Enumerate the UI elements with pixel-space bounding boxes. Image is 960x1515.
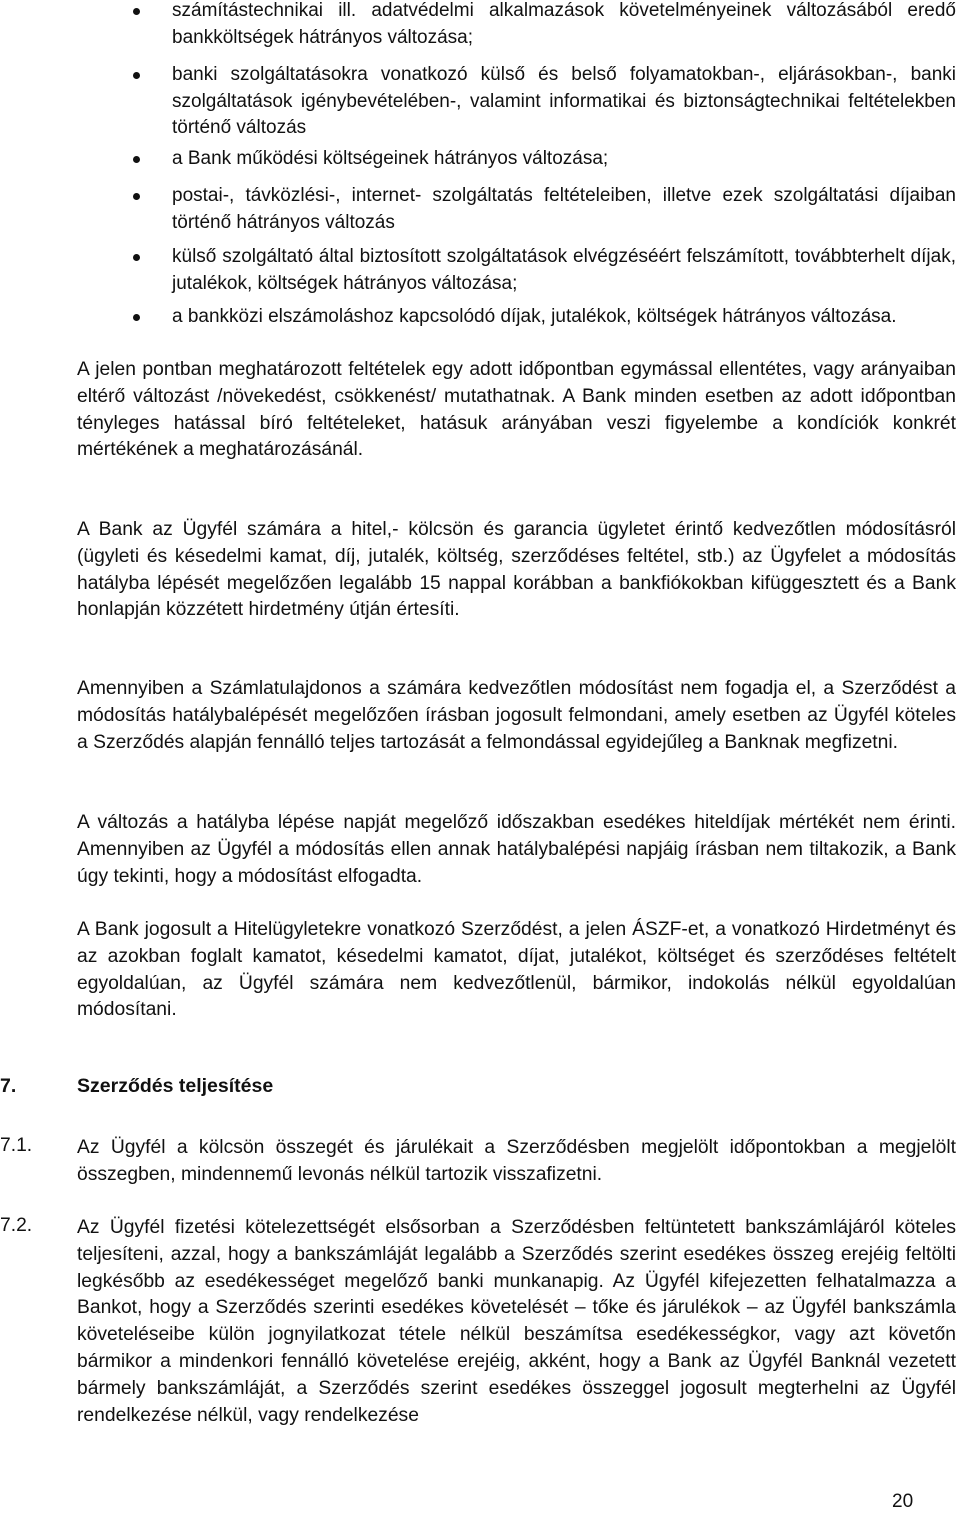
bullet-item bbox=[172, 146, 956, 173]
bullet-text: számítástechnikai ill. adatvédelmi alkalmazások követelményeinek változásából eredő bankköltségek hátrányos változása; bbox=[172, 0, 956, 48]
bullet-item bbox=[172, 0, 956, 51]
bullet-text: postai-, távközlési-, internet- szolgáltatás feltételeiben, illetve ezek szolgáltatási díjaiban történő hátrányos változás bbox=[172, 185, 956, 233]
page-number: 20 bbox=[892, 1491, 914, 1512]
bullet-item bbox=[172, 304, 956, 331]
bullet-text: a bankközi elszámoláshoz kapcsolódó díjak, jutalékok, költségek hátrányos változása. bbox=[172, 306, 897, 327]
clause-text: Az Ügyfél a kölcsön összegét és járulékait a Szerződésben megjelölt időpontokban a megjelölt összegben, mindennemű levonás nélkül tartozik visszafizetni. bbox=[77, 1137, 956, 1185]
paragraph: A Bank az Ügyfél számára a hitel,- kölcsön és garancia ügyletet érintő kedvezőtlen módosításról (ügyleti és késedelmi kamat, díj, jutalék, költség, szerződéses feltétel, stb.) az Ügyfelet a módosítás hatályba lépését megelőzően legalább 15 nappal korábban a bankfiókokban kifüggesztett és a Bank honlapján közzétett hirdetmény útján értesíti. bbox=[77, 519, 956, 621]
bullet-icon bbox=[133, 314, 140, 321]
bullet-item bbox=[172, 244, 956, 297]
bullet-text: a Bank működési költségeinek hátrányos változása; bbox=[172, 148, 609, 169]
paragraph: A Bank jogosult a Hitelügyletekre vonatkozó Szerződést, a jelen ÁSZF-et, a vonatkozó Hirdetményt és az azokban foglalt kamatot, késedelmi kamatot, díjat, jutalékot, költséget és szerződéses feltételt egyoldalúan, az Ügyfél számára nem kedvezőtlenül, bármikor, indokolás nélkül egyoldalúan módosítani. bbox=[77, 919, 956, 1021]
bullet-item bbox=[172, 62, 956, 142]
bullet-text: banki szolgáltatásokra vonatkozó külső és belső folyamatokban-, eljárásokban-, banki szolgáltatások igénybevételében-, valamint informatikai és biztonságtechnikai feltételekben történő változás bbox=[172, 64, 956, 138]
bullet-text: külső szolgáltató által biztosított szolgáltatások elvégzéséért felszámított, továbbterhelt díjak, jutalékok, költségek hátrányos változása; bbox=[172, 246, 956, 294]
bullet-icon bbox=[133, 72, 140, 79]
bullet-icon bbox=[133, 8, 140, 15]
paragraph: A jelen pontban meghatározott feltételek egy adott időpontban egymással ellentétes, vagy arányaiban eltérő változást /növekedést, csökkenést/ mutathatnak. A Bank minden esetben az adott időpontban tényleges hatással bíró feltételeket, hatásuk arányában veszi figyelembe a kondíciók konkrét mértékének a meghatározásánál. bbox=[77, 359, 956, 461]
paragraph: A változás a hatályba lépése napját megelőző időszakban esedékes hiteldíjak mértékét nem érinti. Amennyiben az Ügyfél a módosítás ellen annak hatálybalépési napjáig írásban nem tiltakozik, a Bank úgy tekinti, hogy a módosítást elfogadta. bbox=[77, 812, 956, 887]
bullet-item bbox=[172, 183, 956, 236]
clause-text: Az Ügyfél fizetési kötelezettségét elsősorban a Szerződésben feltüntetett bankszámlájáról köteles teljesíteni, azzal, hogy a bankszámláját legalább a Szerződés szerint esedékes összeg erejéig feltölti legkésőbb az esedékességet megelőző banki munkanapig. Az Ügyfél kifejezetten felhatalmazza a Bankot, hogy a Szerződés szerinti esedékes követelését – tőke és járulékok – az Ügyfél bankszámla követeléseibe külön jognyilatkozat tétele nélkül beszámítsa esedékességkor, vagy azt követőn bármikor a mindenkori fennálló követelése erejéig, akként, hogy a Bank az Ügyfél Banknál vezetett bármely bankszámláját, a Szerződés szerint esedékes összeggel jogosult megterhelni az Ügyfél rendelkezése nélkül, vagy rendelkezése bbox=[77, 1217, 956, 1426]
section-number: 7. bbox=[0, 1075, 17, 1097]
bullet-icon bbox=[133, 156, 140, 163]
section-title: Szerződés teljesítése bbox=[77, 1075, 274, 1097]
paragraph: Amennyiben a Számlatulajdonos a számára kedvezőtlen módosítást nem fogadja el, a Szerződést a módosítás hatálybalépését megelőzően írásban jogosult felmondani, amely esetben az Ügyfél köteles a Szerződés alapján fennálló teljes tartozását a felmondással egyidejűleg a Banknak megfizetni. bbox=[77, 678, 956, 753]
bullet-icon bbox=[133, 193, 140, 200]
clause-number: 7.1. bbox=[0, 1135, 33, 1156]
bullet-icon bbox=[133, 254, 140, 261]
clause-number: 7.2. bbox=[0, 1215, 33, 1236]
